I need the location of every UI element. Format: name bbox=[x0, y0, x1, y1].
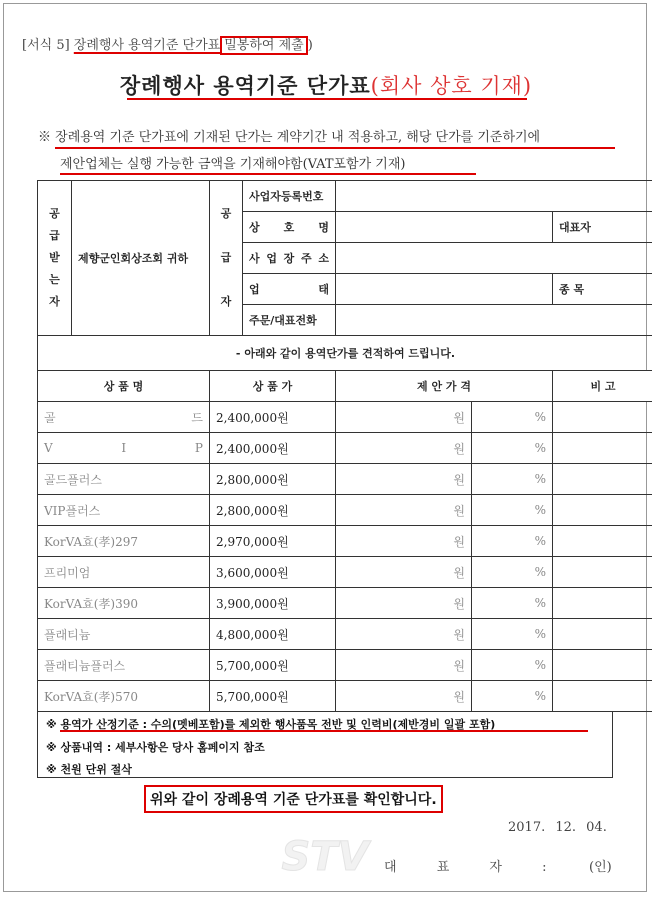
form-label-prefix: [서식 5] bbox=[22, 38, 74, 53]
svg-text:STV: STV bbox=[281, 834, 369, 880]
quote-sentence: - 아래와 같이 용역단가를 견적하여 드립니다. bbox=[38, 336, 652, 371]
notice-underline-1 bbox=[55, 147, 615, 149]
proposal-won[interactable]: 원 bbox=[336, 650, 472, 681]
product-remarks[interactable] bbox=[553, 650, 652, 681]
proposal-won[interactable]: 원 bbox=[336, 588, 472, 619]
proposal-won[interactable]: 원 bbox=[336, 681, 472, 712]
proposal-won[interactable]: 원 bbox=[336, 464, 472, 495]
company-label: 상 호 명 bbox=[243, 212, 336, 243]
reg-no-value[interactable] bbox=[336, 181, 652, 212]
product-remarks[interactable] bbox=[553, 433, 652, 464]
footnote-underline bbox=[60, 730, 588, 732]
address-value[interactable] bbox=[336, 243, 652, 274]
product-remarks[interactable] bbox=[553, 681, 652, 712]
product-name: 프리미엄 bbox=[38, 557, 210, 588]
product-remarks[interactable] bbox=[553, 495, 652, 526]
product-name: KorVA효(孝)570 bbox=[38, 681, 210, 712]
product-remarks[interactable] bbox=[553, 526, 652, 557]
product-row bbox=[38, 650, 652, 681]
product-price: 3,900,000원 bbox=[210, 588, 336, 619]
product-name: 플래티늄플러스 bbox=[38, 650, 210, 681]
product-name: VIP플러스 bbox=[38, 495, 210, 526]
title-underline bbox=[127, 98, 527, 100]
product-row bbox=[38, 681, 652, 712]
notice-line-1: ※ 장례용역 기준 단가표에 기재된 단가는 계약기간 내 적용하고, 해당 단가를 기준하기에 bbox=[38, 130, 541, 145]
product-row bbox=[38, 464, 652, 495]
product-price: 3,600,000원 bbox=[210, 557, 336, 588]
footnote-basis: ※ 용역가 산정기준 : 수의(멧베포함)를 제외한 행사품목 전반 및 인력비(제반경비 일괄 포함) bbox=[46, 718, 496, 731]
product-name: 골드플러스 bbox=[38, 464, 210, 495]
product-name: 골 드 bbox=[38, 402, 210, 433]
footnote-rounding: ※ 천원 단위 절삭 bbox=[46, 763, 132, 776]
header-price: 상 품 가 bbox=[210, 371, 336, 402]
product-name: V I P bbox=[38, 433, 210, 464]
product-name: KorVA효(孝)390 bbox=[38, 588, 210, 619]
proposal-percent[interactable]: % bbox=[472, 526, 553, 557]
proposal-percent[interactable]: % bbox=[472, 433, 553, 464]
product-price: 2,800,000원 bbox=[210, 464, 336, 495]
footnote-details: ※ 상품내역 : 세부사항은 당사 홈페이지 참조 bbox=[46, 741, 265, 754]
proposal-won[interactable]: 원 bbox=[336, 557, 472, 588]
product-row bbox=[38, 433, 652, 464]
page-title bbox=[0, 70, 652, 100]
address-label: 사 업 장 주 소 bbox=[243, 243, 336, 274]
supplier-label: 공 급 자 bbox=[210, 181, 243, 336]
representative-signature-label: 대 표 자 : bbox=[384, 860, 565, 875]
proposal-won[interactable]: 원 bbox=[336, 495, 472, 526]
product-row bbox=[38, 402, 652, 433]
notice-line-2: 제안업체는 실행 가능한 금액을 기재해야함(VAT포함가 기재) bbox=[60, 157, 406, 172]
notice-underline-2 bbox=[60, 173, 476, 175]
representative-seal-mark: (인) bbox=[589, 860, 612, 875]
product-price: 2,400,000원 bbox=[210, 402, 336, 433]
confirmation-statement: 위와 같이 장례용역 기준 단가표를 확인합니다. bbox=[144, 785, 443, 813]
product-remarks[interactable] bbox=[553, 464, 652, 495]
proposal-percent[interactable]: % bbox=[472, 402, 553, 433]
document-date: 2017. 12. 04. bbox=[508, 820, 607, 835]
company-value[interactable] bbox=[336, 212, 553, 243]
proposal-percent[interactable]: % bbox=[472, 650, 553, 681]
proposal-percent[interactable]: % bbox=[472, 557, 553, 588]
business-item-label: 종 목 bbox=[553, 274, 652, 305]
product-row bbox=[38, 619, 652, 650]
phone-label: 주문/대표전화 bbox=[243, 305, 336, 336]
receiver-name: 제향군인회상조회 귀하 bbox=[72, 181, 210, 336]
stv-watermark-logo bbox=[250, 832, 400, 880]
product-row bbox=[38, 557, 652, 588]
business-type-label: 업 태 bbox=[243, 274, 336, 305]
reg-no-label: 사업자등록번호 bbox=[243, 181, 336, 212]
product-remarks[interactable] bbox=[553, 588, 652, 619]
header-remarks: 비 고 bbox=[553, 371, 652, 402]
header-proposal: 제 안 가 격 bbox=[336, 371, 553, 402]
sealed-submission-badge: 밀봉하여 제출 bbox=[220, 36, 307, 55]
proposal-won[interactable]: 원 bbox=[336, 619, 472, 650]
proposal-won[interactable]: 원 bbox=[336, 526, 472, 557]
product-remarks[interactable] bbox=[553, 402, 652, 433]
title-main: 장례행사 용역기준 단가표 bbox=[119, 73, 371, 98]
header-product: 상 품 명 bbox=[38, 371, 210, 402]
representative-label: 대표자 bbox=[553, 212, 652, 243]
product-remarks[interactable] bbox=[553, 619, 652, 650]
proposal-percent[interactable]: % bbox=[472, 464, 553, 495]
product-name: KorVA효(孝)297 bbox=[38, 526, 210, 557]
product-price: 5,700,000원 bbox=[210, 681, 336, 712]
product-row bbox=[38, 588, 652, 619]
proposal-won[interactable]: 원 bbox=[336, 433, 472, 464]
product-row bbox=[38, 526, 652, 557]
phone-value[interactable] bbox=[336, 305, 652, 336]
price-table bbox=[37, 180, 652, 712]
proposal-won[interactable]: 원 bbox=[336, 402, 472, 433]
receiver-label: 공 급 받 는 자 bbox=[38, 181, 72, 336]
title-suffix: (회사 상호 기재) bbox=[370, 74, 533, 98]
proposal-percent[interactable]: % bbox=[472, 681, 553, 712]
product-name: 플래티늄 bbox=[38, 619, 210, 650]
footnotes-box bbox=[37, 712, 613, 778]
proposal-percent[interactable]: % bbox=[472, 495, 553, 526]
product-remarks[interactable] bbox=[553, 557, 652, 588]
form-label: [서식 5] 장례행사 용역기준 단가표 밀봉하여 제출 ) bbox=[22, 38, 313, 53]
product-price: 2,970,000원 bbox=[210, 526, 336, 557]
product-price: 2,800,000원 bbox=[210, 495, 336, 526]
form-label-title: 장례행사 용역기준 단가표 bbox=[73, 38, 221, 53]
product-price: 4,800,000원 bbox=[210, 619, 336, 650]
proposal-percent[interactable]: % bbox=[472, 619, 553, 650]
product-price: 2,400,000원 bbox=[210, 433, 336, 464]
product-row bbox=[38, 495, 652, 526]
product-price: 5,700,000원 bbox=[210, 650, 336, 681]
business-type-value[interactable] bbox=[336, 274, 553, 305]
proposal-percent[interactable]: % bbox=[472, 588, 553, 619]
